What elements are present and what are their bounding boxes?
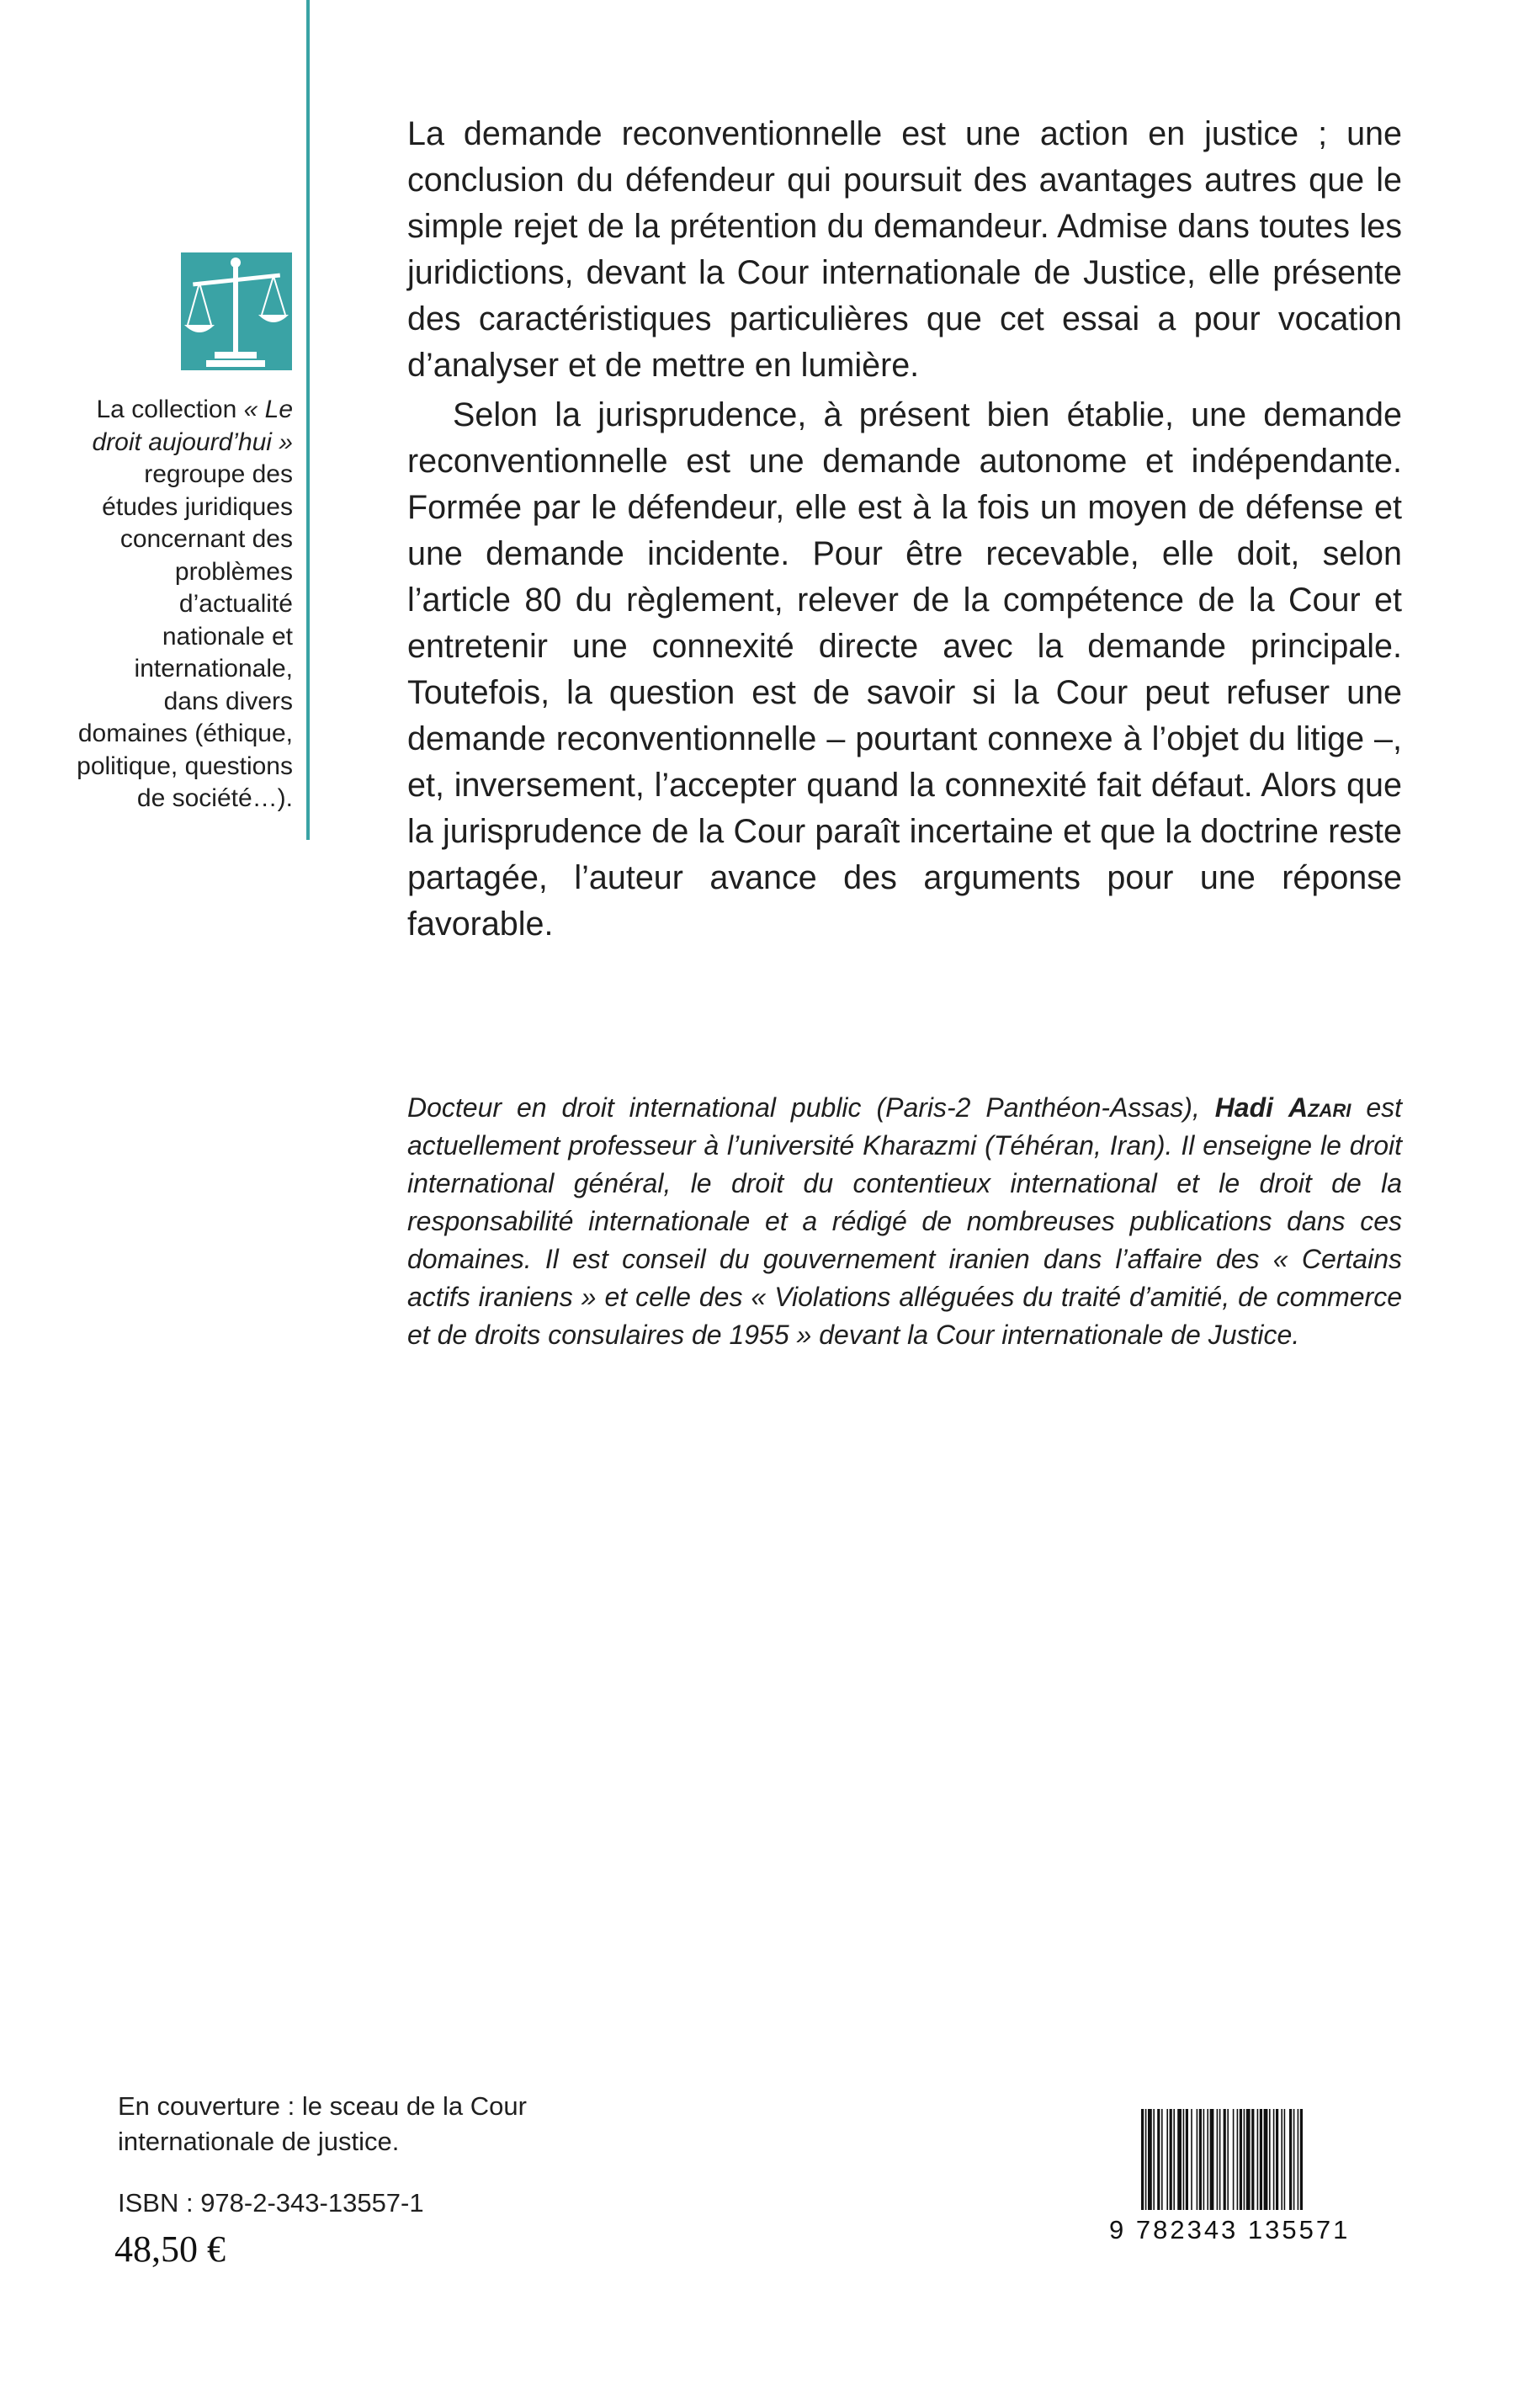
barcode-bar [1177, 2109, 1182, 2210]
barcode-bar [1141, 2109, 1144, 2210]
barcode-bar [1269, 2109, 1271, 2210]
barcode-digits: 9 782343 135571 [1109, 2215, 1351, 2244]
barcode-bar [1166, 2109, 1168, 2210]
cover-credit: En couverture : le sceau de la Cour internationale de justice. [118, 2091, 527, 2156]
barcode-bar [1257, 2109, 1259, 2210]
barcode-bar [1191, 2109, 1192, 2210]
book-summary [407, 111, 1402, 948]
author-last-name: Azari [1288, 1092, 1351, 1123]
price: 48,50 € [114, 2228, 226, 2270]
collection-description [76, 394, 293, 815]
barcode-bar [1251, 2109, 1254, 2210]
barcode-bar [1284, 2109, 1286, 2210]
barcode-bar [1199, 2109, 1202, 2210]
barcode-bar [1281, 2109, 1282, 2210]
author-bio [407, 1089, 1402, 1354]
summary-paragraph: Selon la jurisprudence, à présent bien établie, une demande reconventionnelle est une demande autonome et indépendante. Formée par le défendeur, elle est à la fois un moyen de défense et une demande incidente. Pour être recevable, elle doit, selon l’article 80 du règlement, relever de la compétence de la Cour et entretenir une connexité directe avec la demande principale. Toutefois, la question est de savoir si la Cour peut refuser une demande reconventionnelle – pourtant connexe à l’objet du litige –, et, inversement, l’accepter quand la connexité fait défaut. Alors que la jurisprudence de la Cour paraît incertaine et que la doctrine reste partagée, l’auteur avance des arguments pour une réponse favorable. [407, 396, 1402, 943]
barcode-bar [1161, 2109, 1163, 2210]
author-bio-text: est actuellement professeur à l’université Kharazmi (Téhéran, Iran). Il enseigne le droit international général, le droit du contentieux international et le droit de la responsabilité internationale et a rédigé de nombreuses publications dans ces domaines. Il est conseil du gouvernement iranien dans l’affaire des « Certains actifs iraniens » et celle des « Violations alléguées du traité d’amitié, de commerce et de droits consulaires de 1955 » devant la Cour internationale de Justice. [407, 1092, 1403, 1350]
barcode-bar [1153, 2109, 1155, 2210]
barcode-bar [1173, 2109, 1175, 2210]
barcode-bar [1186, 2109, 1188, 2210]
summary-paragraph: La demande reconventionnelle est une action en justice ; une conclusion du défendeur qui poursuit des avantages autres que le simple rejet de la prétention du demandeur. Admise dans toutes les juridictions, devant la Cour internationale de Justice, elle présente des caractéristiques particulières que cet essai a pour vocation d’analyser et de mettre en lumière. [407, 115, 1402, 384]
author-bio-intro: Docteur en droit international public (Paris-2 Panthéon-Assas), [407, 1092, 1215, 1123]
barcode-bar [1217, 2109, 1219, 2210]
collection-prefix: La collection [96, 396, 244, 423]
collection-description-text: regroupe des études juridiques concernant des problèmes d’actualité nationale et internationale, dans divers domaines (éthique, politique, questions de société…). [77, 460, 293, 812]
barcode-bar [1145, 2109, 1147, 2210]
barcode-bar [1197, 2109, 1198, 2210]
barcode-bar [1260, 2109, 1262, 2210]
collection-divider-rule [306, 0, 310, 840]
barcode-bar [1246, 2109, 1251, 2210]
barcode-bar [1237, 2109, 1239, 2210]
barcode-bar [1183, 2109, 1185, 2210]
barcode-bar [1219, 2109, 1221, 2210]
isbn: ISBN : 978-2-343-13557-1 [118, 2188, 424, 2218]
barcode-bar [1264, 2109, 1268, 2210]
barcode-bar [1293, 2109, 1295, 2210]
barcode-bar [1289, 2109, 1292, 2210]
collection-title: « Le droit aujourd’hui » [92, 396, 293, 456]
barcode-bar [1298, 2109, 1299, 2210]
barcode-bar [1227, 2109, 1229, 2210]
barcode-bar [1157, 2109, 1160, 2210]
author-first-name: Hadi [1214, 1092, 1274, 1123]
barcode-bar [1300, 2109, 1303, 2210]
barcode-bar [1276, 2109, 1278, 2210]
barcode-bar [1240, 2109, 1242, 2210]
barcode-bar [1170, 2109, 1172, 2210]
barcode [1109, 2109, 1402, 2252]
barcode-bar [1224, 2109, 1226, 2210]
barcode-bar [1244, 2109, 1245, 2210]
barcode-bar [1148, 2109, 1152, 2210]
barcode-bar [1203, 2109, 1205, 2210]
barcode-bar [1210, 2109, 1214, 2210]
scales-of-justice-icon [181, 252, 292, 370]
barcode-bar [1233, 2109, 1235, 2210]
barcode-bar [1273, 2109, 1275, 2210]
barcode-bars [1141, 2109, 1399, 2210]
barcode-bar [1207, 2109, 1208, 2210]
